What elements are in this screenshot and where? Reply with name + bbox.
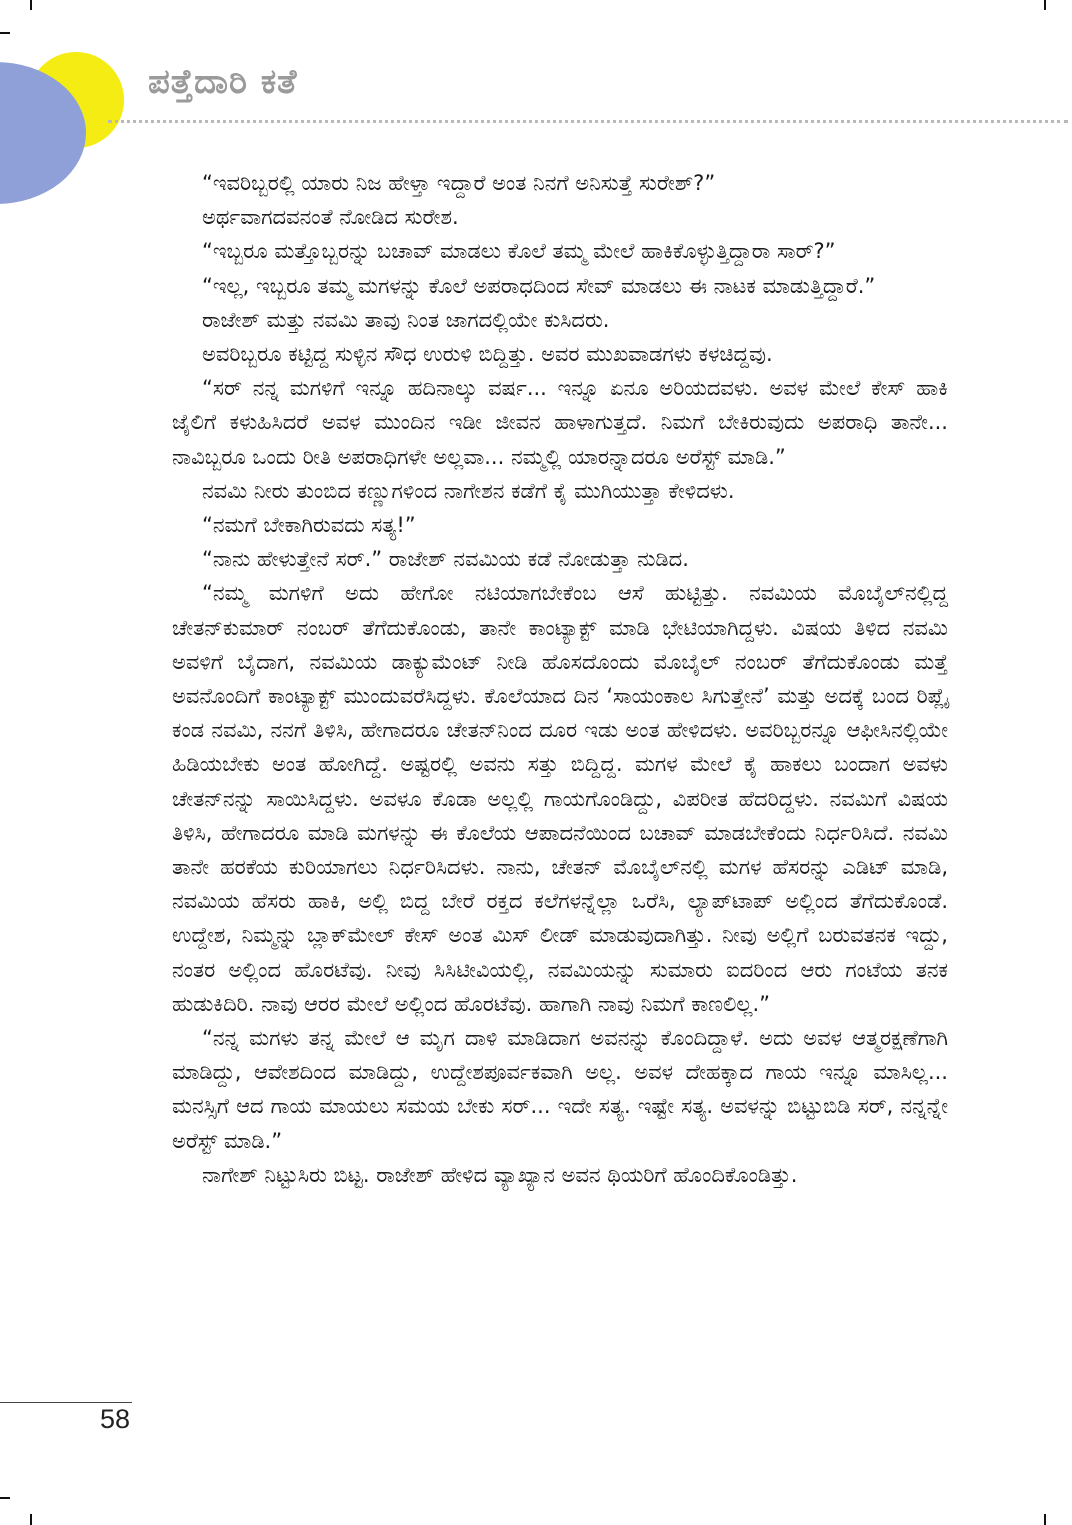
paragraph: ಅವರಿಬ್ಬರೂ ಕಟ್ಟಿದ್ದ ಸುಳ್ಳಿನ ಸೌಧ ಉರುಳಿ ಬಿದ್ದಿತ್ತು. ಅವರ ಮುಖವಾಡಗಳು ಕಳಚಿದ್ದವು. (202, 342, 773, 367)
paragraph: “ಸರ್ ನನ್ನ ಮಗಳಿಗೆ ಇನ್ನೂ ಹದಿನಾಲ್ಕು ವರ್ಷ... ಇನ್ನೂ ಏನೂ ಅರಿಯದವಳು. ಅವಳ ಮೇಲೆ ಕೇಸ್ ಹಾಕಿ ಜೈಲಿಗೆ ಕಳುಹಿಸಿದರೆ ಅವಳ ಮುಂದಿನ ಇಡೀ ಜೀವನ ಹಾಳಾಗುತ್ತದೆ. ನಿಮಗೆ ಬೇಕಿರುವುದು ಅಪರಾಧಿ ತಾನೇ... ನಾವಿಬ್ಬರೂ ಒಂದು ರೀತಿ ಅಪರಾಧಿಗಳೇ ಅಲ್ಲವಾ... ನಮ್ಮಲ್ಲಿ ಯಾರನ್ನಾದರೂ ಅರೆಸ್ಟ್ ಮಾಡಿ.” (172, 376, 948, 469)
paragraph: “ನನ್ನ ಮಗಳು ತನ್ನ ಮೇಲೆ ಆ ಮೃಗ ದಾಳಿ ಮಾಡಿದಾಗ ಅವನನ್ನು ಕೊಂದಿದ್ದಾಳೆ. ಅದು ಅವಳ ಆತ್ಮರಕ್ಷಣೆಗಾಗಿ ಮಾಡಿದ್ದು, ಆವೇಶದಿಂದ ಮಾಡಿದ್ದು, ಉದ್ದೇಶಪೂರ್ವಕವಾಗಿ ಅಲ್ಲ. ಅವಳ ದೇಹಕ್ಕಾದ ಗಾಯ ಇನ್ನೂ ಮಾಸಿಲ್ಲ... ಮನಸ್ಸಿಗೆ ಆದ ಗಾಯ ಮಾಯಲು ಸಮಯ ಬೇಕು ಸರ್... ಇದೇ ಸತ್ಯ. ಇಷ್ಟೇ ಸತ್ಯ. ಅವಳನ್ನು ಬಿಟ್ಟುಬಿಡಿ ಸರ್, ನನ್ನನ್ನೇ ಅರೆಸ್ಟ್ ಮಾಡಿ.” (172, 1026, 948, 1153)
crop-mark-left-top (0, 32, 10, 34)
section-title: ಪತ್ತೆದಾರಿ ಕತೆ (148, 62, 298, 102)
paragraph: ಅರ್ಥವಾಗದವನಂತೆ ನೋಡಿದ ಸುರೇಶ. (202, 205, 459, 230)
crop-mark-bottom-left (30, 1514, 32, 1525)
page-number-rule (0, 1402, 132, 1403)
crop-mark-top-left (30, 0, 32, 10)
paragraph: ರಾಜೇಶ್ ಮತ್ತು ನವಮಿ ತಾವು ನಿಂತ ಜಾಗದಲ್ಲಿಯೇ ಕುಸಿದರು. (202, 307, 610, 332)
paragraph: “ನಮ್ಮ ಮಗಳಿಗೆ ಅದು ಹೇಗೋ ನಟಿಯಾಗಬೇಕೆಂಬ ಆಸೆ ಹುಟ್ಟಿತ್ತು. ನವಮಿಯ ಮೊಬೈಲ್‌ನಲ್ಲಿದ್ದ ಚೇತನ್‌ಕುಮಾರ್ ನಂಬರ್ ತೆಗೆದುಕೊಂಡು, ತಾನೇ ಕಾಂಟ್ಯಾಕ್ಟ್ ಮಾಡಿ ಭೇಟಿಯಾಗಿದ್ದಳು. ವಿಷಯ ತಿಳಿದ ನವಮಿ ಅವಳಿಗೆ ಬೈದಾಗ, ನವಮಿಯ ಡಾಕ್ಯುಮೆಂಟ್ ನೀಡಿ ಹೊಸದೊಂದು ಮೊಬೈಲ್ ನಂಬರ್ ತೆಗೆದುಕೊಂಡು ಮತ್ತೆ ಅವನೊಂದಿಗೆ ಕಾಂಟ್ಯಾಕ್ಟ್ ಮುಂದುವರೆಸಿದ್ದಳು. ಕೊಲೆಯಾದ ದಿನ ‘ಸಾಯಂಕಾಲ ಸಿಗುತ್ತೇನೆ’ ಮತ್ತು ಅದಕ್ಕೆ ಬಂದ ರಿಪ್ಲೈ ಕಂಡ ನವಮಿ, ನನಗೆ ತಿಳಿಸಿ, ಹೇಗಾದರೂ ಚೇತನ್‌ನಿಂದ ದೂರ ಇಡು ಅಂತ ಹೇಳಿದಳು. ಅವರಿಬ್ಬರನ್ನೂ ಆಫೀಸಿನಲ್ಲಿಯೇ ಹಿಡಿಯಬೇಕು ಅಂತ ಹೋಗಿದ್ದೆ. ಅಷ್ಟರಲ್ಲಿ ಅವನು ಸತ್ತು ಬಿದ್ದಿದ್ದ. ಮಗಳ ಮೇಲೆ ಕೈ ಹಾಕಲು ಬಂದಾಗ ಅವಳು ಚೇತನ್‌ನನ್ನು ಸಾಯಿಸಿದ್ದಳು. ಅವಳೂ ಕೊಡಾ ಅಲ್ಲಲ್ಲಿ ಗಾಯಗೊಂಡಿದ್ದು, ವಿಪರೀತ ಹೆದರಿದ್ದಳು. ನವಮಿಗೆ ವಿಷಯ ತಿಳಿಸಿ, ಹೇಗಾದರೂ ಮಾಡಿ ಮಗಳನ್ನು ಈ ಕೊಲೆಯ ಆಪಾದನೆಯಿಂದ ಬಚಾವ್ ಮಾಡಬೇಕೆಂದು ನಿರ್ಧರಿಸಿದೆ. ನವಮಿ ತಾನೇ ಹರಕೆಯ ಕುರಿಯಾಗಲು ನಿರ್ಧರಿಸಿದಳು. ನಾನು, ಚೇತನ್ ಮೊಬೈಲ್‌ನಲ್ಲಿ ಮಗಳ ಹೆಸರನ್ನು ಎಡಿಟ್ ಮಾಡಿ, ನವಮಿಯ ಹೆಸರು ಹಾಕಿ, ಅಲ್ಲಿ ಬಿದ್ದ ಬೇರೆ ರಕ್ತದ ಕಲೆಗಳನ್ನೆಲ್ಲಾ ಒರೆಸಿ, ಲ್ಯಾಪ್‌ಟಾಪ್ ಅಲ್ಲಿಂದ ತೆಗೆದುಕೊಂಡೆ. ಉದ್ದೇಶ, ನಿಮ್ಮನ್ನು ಬ್ಲಾಕ್‌ಮೇಲ್ ಕೇಸ್ ಅಂತ ಮಿಸ್ ಲೀಡ್ ಮಾಡುವುದಾಗಿತ್ತು. ನೀವು ಅಲ್ಲಿಗೆ ಬರುವತನಕ ಇದ್ದು, ನಂತರ ಅಲ್ಲಿಂದ ಹೊರಟೆವು. ನೀವು ಸಿಸಿಟೀವಿಯಲ್ಲಿ, ನವಮಿಯನ್ನು ಸುಮಾರು ಐದರಿಂದ ಆರು ಗಂಟೆಯ ತನಕ ಹುಡುಕಿದಿರಿ. ನಾವು ಆರರ ಮೇಲೆ ಅಲ್ಲಿಂದ ಹೊರಟೆವು. ಹಾಗಾಗಿ ನಾವು ನಿಮಗೆ ಕಾಣಲಿಲ್ಲ.” (172, 581, 948, 1016)
crop-mark-bottom-right (1044, 1514, 1046, 1525)
paragraph: “ನಮಗೆ ಬೇಕಾಗಿರುವದು ಸತ್ಯ!” (202, 513, 416, 538)
paragraph: “ಇಲ್ಲ, ಇಬ್ಬರೂ ತಮ್ಮ ಮಗಳನ್ನು ಕೊಲೆ ಅಪರಾಧದಿಂದ ಸೇವ್ ಮಾಡಲು ಈ ನಾಟಕ ಮಾಡುತ್ತಿದ್ದಾರೆ.” (202, 273, 876, 298)
story-text (172, 166, 948, 1192)
crop-mark-left-bottom (0, 1497, 10, 1499)
page-number: 58 (100, 1404, 131, 1434)
paragraph: ನಾಗೇಶ್ ನಿಟ್ಟುಸಿರು ಬಿಟ್ಟ. ರಾಜೇಶ್ ಹೇಳಿದ ವ್ಯಾಖ್ಯಾನ ಅವನ ಥಿಯರಿಗೆ ಹೊಂದಿಕೊಂಡಿತ್ತು. (202, 1162, 798, 1187)
paragraph: “ಇವರಿಬ್ಬರಲ್ಲಿ ಯಾರು ನಿಜ ಹೇಳ್ತಾ ಇದ್ದಾರೆ ಅಂತ ನಿನಗೆ ಅನಿಸುತ್ತೆ ಸುರೇಶ್?” (202, 171, 716, 195)
crop-mark-top-right (1044, 0, 1046, 10)
paragraph: “ನಾನು ಹೇಳುತ್ತೇನೆ ಸರ್.” ರಾಜೇಶ್ ನವಮಿಯ ಕಡೆ ನೋಡುತ್ತಾ ನುಡಿದ. (202, 547, 689, 572)
header-dotted-divider (108, 120, 1068, 123)
paragraph: ನವಮಿ ನೀರು ತುಂಬಿದ ಕಣ್ಣುಗಳಿಂದ ನಾಗೇಶನ ಕಡೆಗೆ ಕೈ ಮುಗಿಯುತ್ತಾ ಕೇಳಿದಳು. (202, 478, 735, 503)
paragraph: “ಇಬ್ಬರೂ ಮತ್ತೊಬ್ಬರನ್ನು ಬಚಾವ್ ಮಾಡಲು ಕೊಲೆ ತಮ್ಮ ಮೇಲೆ ಹಾಕಿಕೊಳ್ಳುತ್ತಿದ್ದಾರಾ ಸಾರ್?” (202, 239, 836, 264)
